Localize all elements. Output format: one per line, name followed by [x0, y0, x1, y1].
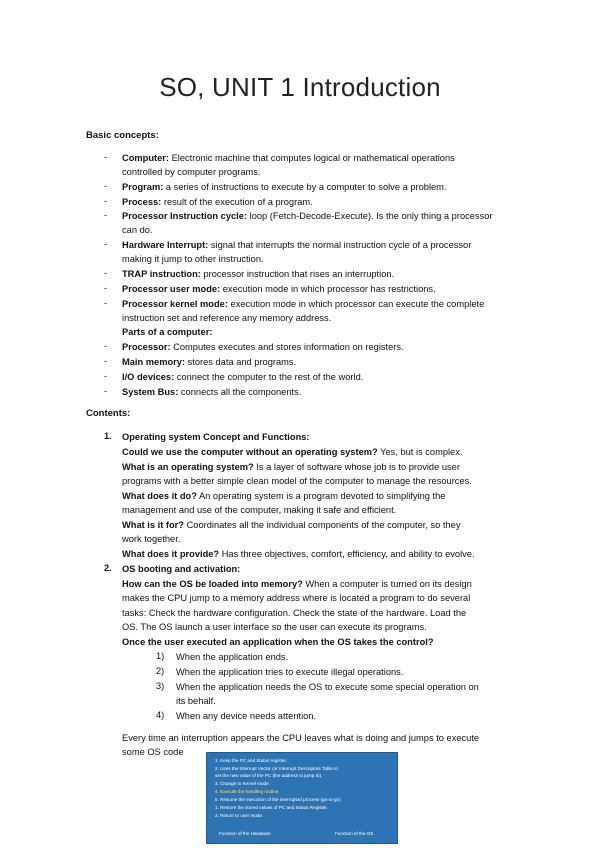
figure-line: 3. Change to Kernel mode. — [215, 781, 270, 786]
answer: An operating system is a program devoted to simplifying the — [196, 491, 446, 501]
figure-footer-left: Function of the Hardware — [219, 831, 271, 836]
bullet-dash: - — [104, 210, 108, 220]
question: What is it for? — [122, 520, 184, 530]
answer: Is a layer of software whose job is to provide user — [253, 462, 460, 472]
section-title: OS booting and activation: — [122, 564, 241, 574]
qa-line — [122, 577, 472, 591]
contents-heading: Contents: — [86, 408, 131, 419]
definition: connect the computer to the rest of the world. — [174, 372, 364, 382]
answer: Coordinates all the individual components of the computer, so they — [183, 520, 461, 530]
figure-line: 1. Restore the stored values of PC and Status Register. — [215, 805, 328, 810]
answer: makes the CPU jump to a memory address where is located a program to do several — [122, 593, 471, 603]
list-item-cont: instruction set and reference any memory address. — [122, 313, 332, 323]
qa-line — [122, 620, 427, 634]
answer: management and use of the computer, making it safe and efficient. — [122, 505, 397, 515]
bullet-dash: - — [104, 196, 108, 206]
parts-heading: Parts of a computer: — [122, 327, 213, 337]
bullet-dash: - — [104, 268, 108, 278]
list-item — [122, 209, 493, 223]
list-item — [122, 267, 394, 281]
bullet-dash: - — [104, 152, 108, 162]
answer: tasks: Check the hardware configuration. Check the state of the hardware. Load the — [122, 608, 467, 618]
definition: connects all the components. — [178, 387, 302, 397]
figure-line: 5. Resume the execution of the interrupted process (go-to-go) — [215, 797, 341, 802]
basic-concepts-heading: Basic concepts: — [86, 130, 159, 141]
bullet-dash: - — [104, 283, 108, 293]
term: Process: — [122, 197, 162, 207]
figure-line: 1. Keep the PC and Status register. — [215, 758, 288, 763]
figure-line-highlight: 4. Execute the handling routine. — [215, 789, 280, 794]
definition: stores data and programs. — [185, 357, 297, 367]
list-item — [122, 238, 471, 252]
sub-item: When any device needs attention. — [176, 711, 317, 721]
sub-number: 1) — [156, 651, 165, 661]
list-item — [122, 370, 363, 384]
list-item-cont: controlled by computer programs. — [122, 167, 261, 177]
answer: Yes, but is complex. — [377, 447, 463, 457]
term: Main memory: — [122, 357, 186, 367]
question: How can the OS be loaded into memory? — [122, 579, 303, 589]
sub-item-cont: its behalf. — [176, 696, 216, 706]
bullet-dash: - — [104, 239, 108, 249]
qa-line — [122, 606, 466, 620]
list-item — [122, 355, 296, 369]
list-item — [122, 385, 301, 399]
term: TRAP instruction: — [122, 269, 201, 279]
interrupt-handling-figure — [206, 752, 398, 844]
sub-item: When the application needs the OS to execute some special operation on — [176, 682, 479, 692]
sub-item: When the application tries to execute illegal operations. — [176, 667, 404, 677]
list-item — [122, 180, 447, 194]
term: Processor Instruction cycle: — [122, 211, 248, 221]
list-item-cont: making it jump to other instruction. — [122, 254, 264, 264]
qa-line — [122, 474, 472, 488]
sub-item: When the application ends. — [176, 652, 289, 662]
qa-line — [122, 489, 445, 503]
question: What is an operating system? — [122, 462, 254, 472]
closing-line-1: Every time an interruption appears the CPU leaves what is doing and jumps to execute — [122, 733, 480, 743]
definition: processor instruction that rises an interruption. — [200, 269, 395, 279]
figure-footer-right: Function of the OS — [335, 831, 374, 836]
definition: execution mode in which processor can execute the complete — [227, 299, 485, 309]
list-item — [122, 195, 313, 209]
definition: execution mode in which processor has restrictions. — [220, 284, 436, 294]
section-title: Operating system Concept and Functions: — [122, 432, 310, 442]
list-item — [122, 151, 455, 165]
figure-line: set the new value of the PC (the address to jump to). — [215, 773, 323, 778]
answer: Has three objectives, comfort, efficiency, and ability to evolve. — [219, 549, 475, 559]
question: Once the user executed an application when the OS takes the control? — [122, 637, 434, 647]
answer: OS. The OS launch a user interface so the user can execute its programs. — [122, 622, 427, 632]
list-item — [122, 282, 436, 296]
bullet-dash: - — [104, 181, 108, 191]
section-number: 1. — [104, 431, 112, 441]
qa-line — [122, 503, 396, 517]
section-number: 2. — [104, 563, 112, 573]
list-item-cont: can do. — [122, 225, 153, 235]
term: Processor: — [122, 342, 171, 352]
sub-number: 3) — [156, 681, 165, 691]
page-title: SO, UNIT 1 Introduction — [159, 72, 441, 102]
list-item — [122, 297, 484, 311]
bullet-dash: - — [104, 386, 108, 396]
sub-number: 4) — [156, 710, 165, 720]
definition: Electronic machine that computes logical or mathematical operations — [169, 153, 455, 163]
term: Hardware Interrupt: — [122, 240, 209, 250]
term: Computer: — [122, 153, 169, 163]
list-item — [122, 340, 404, 354]
qa-line — [122, 445, 462, 459]
qa-line — [122, 547, 475, 561]
qa-line — [122, 460, 460, 474]
bullet-dash: - — [104, 341, 108, 351]
definition: signal that interrupts the normal instruction cycle of a processor — [208, 240, 472, 250]
figure-line: 2. Return to user mode. — [215, 813, 264, 818]
figure-line: 2. Uses the Interrupt Vector (or Interrupt Descriptors Table to — [215, 766, 338, 771]
question: What does it provide? — [122, 549, 220, 559]
qa-line — [122, 532, 180, 546]
bullet-dash: - — [104, 298, 108, 308]
definition: Computes executes and stores information on registers. — [170, 342, 404, 352]
definition: a series of instructions to execute by a computer to solve a problem. — [163, 182, 447, 192]
answer: When a computer is turned on its design — [302, 579, 472, 589]
sub-number: 2) — [156, 666, 165, 676]
closing-line-2: some OS code — [122, 747, 184, 757]
answer: work together. — [122, 534, 181, 544]
question: Could we use the computer without an operating system? — [122, 447, 378, 457]
definition: result of the execution of a program. — [161, 197, 313, 207]
term: System Bus: — [122, 387, 179, 397]
term: Processor user mode: — [122, 284, 221, 294]
bullet-dash: - — [104, 371, 108, 381]
definition: loop (Fetch-Decode-Execute). Is the only thing a processor — [247, 211, 493, 221]
term: I/O devices: — [122, 372, 175, 382]
bullet-dash: - — [104, 356, 108, 366]
term: Program: — [122, 182, 164, 192]
answer: programs with a better simple clean model of the computer to manage the resources. — [122, 476, 472, 486]
term: Processor kernel mode: — [122, 299, 228, 309]
qa-line — [122, 591, 470, 605]
qa-line — [122, 518, 460, 532]
question: What does it do? — [122, 491, 197, 501]
